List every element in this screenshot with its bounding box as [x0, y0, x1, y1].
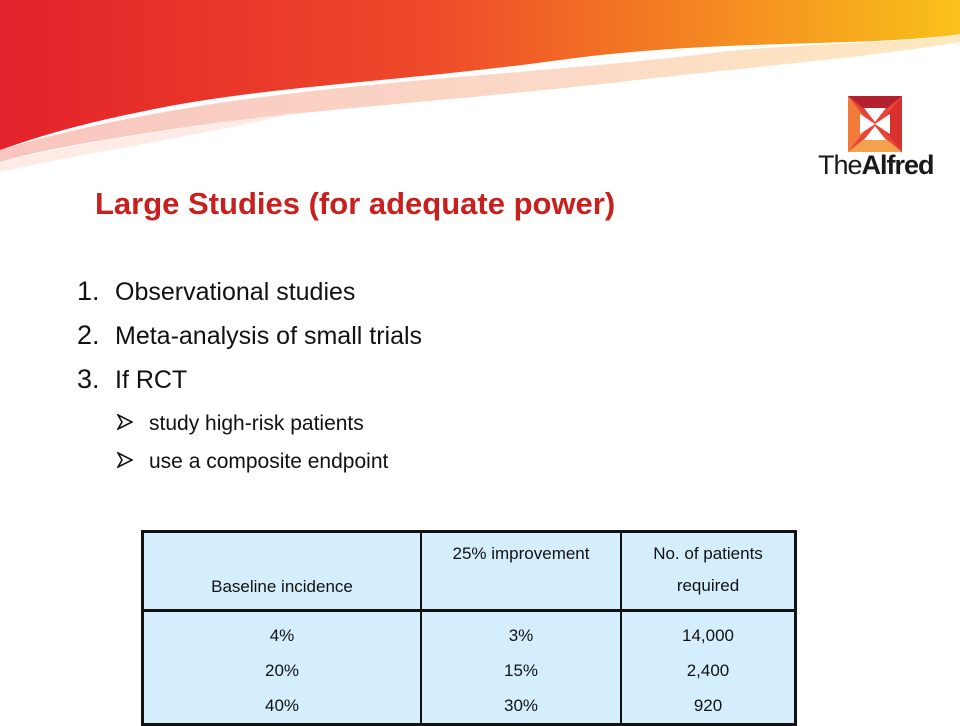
- table-value: 14,000: [682, 626, 734, 645]
- the-alfred-logo: [818, 96, 934, 186]
- sub-item-text: study high-risk patients: [149, 412, 364, 435]
- list-number: 2.: [77, 320, 100, 350]
- sub-list-item: [117, 408, 388, 446]
- table-header-cell: No. of patients required: [621, 532, 796, 611]
- table-header-cell: Baseline incidence: [143, 532, 422, 611]
- list-item: [77, 360, 422, 404]
- sub-list-item: [117, 446, 388, 484]
- table-body-row: [143, 611, 796, 725]
- alfred-cross-icon: [846, 96, 904, 152]
- numbered-list: [77, 272, 422, 404]
- list-item-text: If RCT: [115, 366, 188, 394]
- sample-size-table: [141, 530, 797, 726]
- list-item-text: Meta-analysis of small trials: [115, 322, 423, 350]
- table-value: 20%: [264, 661, 300, 680]
- logo-text-main: Alfred: [861, 150, 934, 180]
- list-item-text: Observational studies: [115, 278, 356, 306]
- sub-bullet-list: [117, 408, 388, 484]
- list-item: [77, 316, 422, 360]
- logo-wordmark: [818, 152, 934, 179]
- table-cell-improvement: [421, 611, 621, 725]
- list-number: 3.: [77, 364, 100, 394]
- logo-text-prefix: The: [818, 150, 862, 180]
- table-value: 40%: [264, 696, 300, 715]
- slide-title: Large Studies (for adequate power): [95, 186, 616, 221]
- table-cell-baseline: [143, 611, 422, 725]
- header-banner: [0, 0, 960, 190]
- table-value: 30%: [503, 696, 539, 715]
- table-header-row: [143, 532, 796, 611]
- table-value: 2,400: [686, 661, 730, 680]
- sub-item-text: use a composite endpoint: [149, 450, 389, 473]
- table-value: 3%: [508, 626, 534, 645]
- table-cell-patients: [621, 611, 796, 725]
- table-value: 4%: [269, 626, 295, 645]
- arrow-bullet-icon: [117, 446, 149, 478]
- list-item: [77, 272, 422, 316]
- table-header-cell: 25% improvement: [421, 532, 621, 611]
- table-value: 920: [693, 696, 723, 715]
- list-number: 1.: [77, 276, 100, 306]
- arrow-bullet-icon: [117, 408, 149, 440]
- table-value: 15%: [503, 661, 539, 680]
